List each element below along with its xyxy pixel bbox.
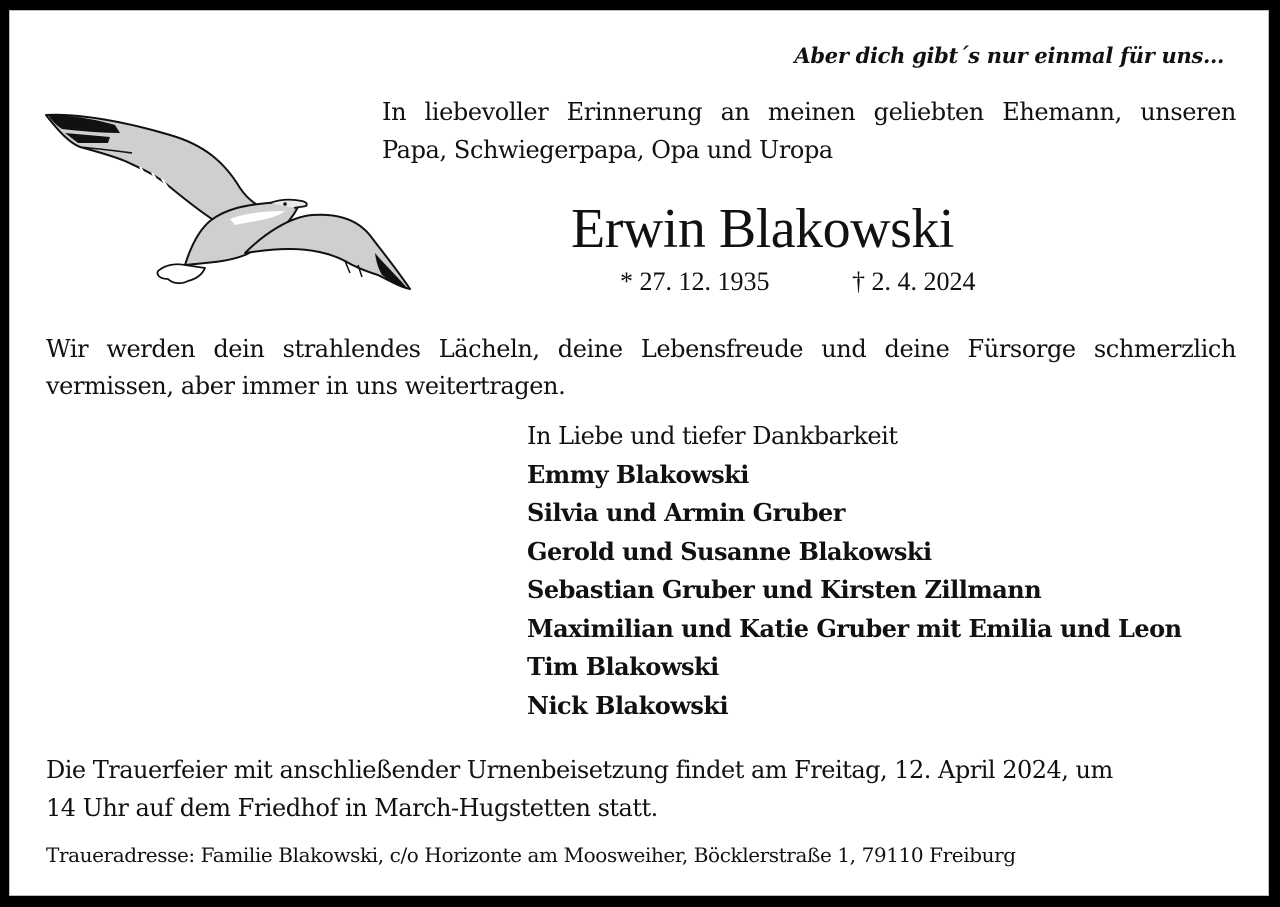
intro-text (382, 93, 1236, 169)
tribute-text (46, 331, 1236, 405)
signer: Tim Blakowski (527, 652, 719, 681)
service-line-2: 14 Uhr auf dem Friedhof in March-Hugstetten statt. (46, 794, 658, 822)
signer: Nick Blakowski (527, 690, 729, 720)
deceased-name: Erwin Blakowski (571, 198, 954, 260)
death-date: † 2. 4. 2024 (852, 267, 976, 296)
birth-date: * 27. 12. 1935 (620, 267, 770, 296)
tribute-line-1: Wir werden dein strahlendes Lächeln, deine Lebensfreude und deine Fürsorge schmerzlich (46, 335, 1236, 363)
signer: Gerold und Susanne Blakowski (527, 536, 932, 566)
signer: Sebastian Gruber und Kirsten Zillmann (527, 575, 1042, 604)
mourning-address: Traueradresse: Familie Blakowski, c/o Horizonte am Moosweiher, Böcklerstraße 1, 79110 Freiburg (46, 843, 1016, 867)
service-line-1: Die Trauerfeier mit anschließender Urnenbeisetzung findet am Freitag, 12. April 2024, um (46, 756, 1113, 784)
signer: Silvia und Armin Gruber (527, 498, 845, 527)
service-info (46, 751, 1113, 827)
intro-line-2: Papa, Schwiegerpapa, Opa und Uropa (382, 136, 833, 164)
tribute-line-2: vermissen, aber immer in uns weitertragen. (46, 372, 566, 400)
signer: Emmy Blakowski (527, 459, 749, 489)
signers-lead: In Liebe und tiefer Dankbarkeit (527, 422, 898, 450)
obituary-card (9, 10, 1269, 896)
signers-block (527, 417, 1182, 725)
intro-line-1: In liebevoller Erinnerung an meinen geliebten Ehemann, unseren (382, 98, 1236, 126)
motto: Aber dich gibt´s nur einmal für uns... (794, 43, 1224, 68)
signer: Maximilian und Katie Gruber mit Emilia und Leon (527, 613, 1182, 643)
seagull-icon (40, 103, 412, 297)
